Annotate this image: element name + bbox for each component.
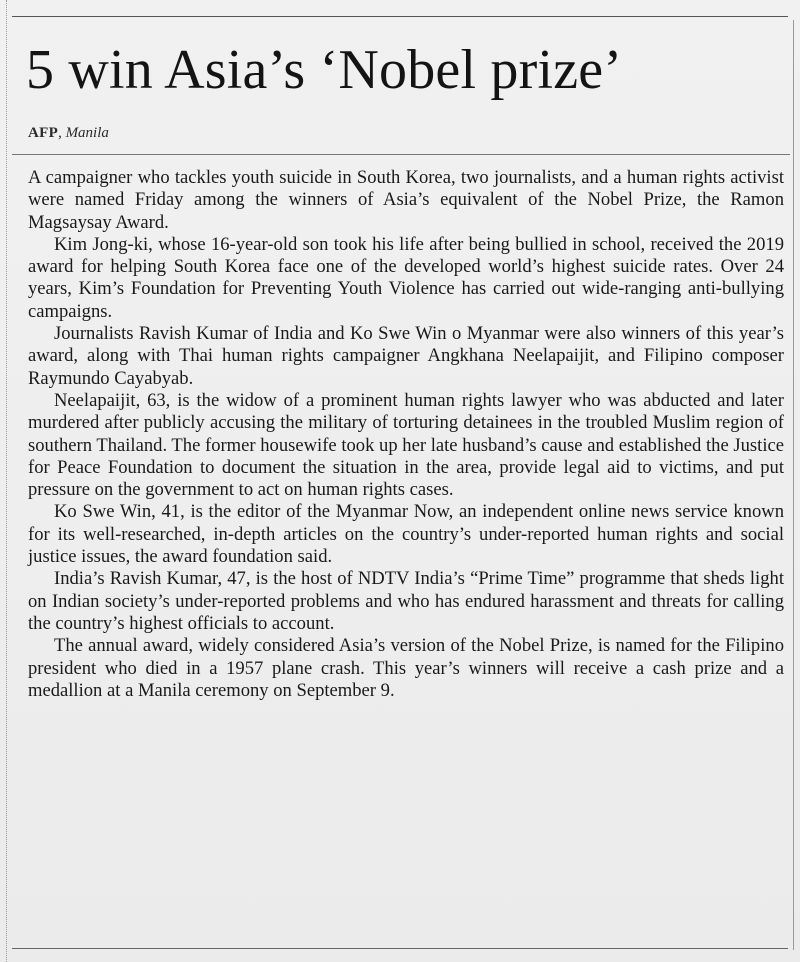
paragraph-other-winners: Journalists Ravish Kumar of India and Ko Swe Win o Myanmar were also winners of this year’s award, along with Thai human rights campaigner Angkhana Neelapaijit, and Filipino composer Raymundo Cayabyab. <box>28 323 784 389</box>
paragraph-neelapaijit: Neelapaijit, 63, is the widow of a prominent human rights lawyer who was abducted and later murdered after publicly accusing the military of torturing detainees in the troubled Muslim region of southern Thailand. The former housewife took up her late husband’s cause and established the Justice for Peace Foundation to document the situation in the area, provide legal aid to victims, and put pressure on the government to act on human rights cases. <box>28 389 784 501</box>
article-headline: 5 win Asia’s ‘Nobel prize’ <box>26 39 623 101</box>
paragraph-award-history: The annual award, widely considered Asia’s version of the Nobel Prize, is named for the Filipino president who died in a 1957 plane crash. This year’s winners will receive a cash prize and a medallion at a Manila ceremony on September 9. <box>28 635 784 701</box>
byline-rule <box>12 154 790 155</box>
right-column-edge <box>793 20 796 950</box>
byline <box>28 124 109 142</box>
byline-separator: , <box>58 125 66 141</box>
top-rule <box>12 16 788 17</box>
paragraph-kim-jong-ki: Kim Jong-ki, whose 16-year-old son took his life after being bullied in school, received the 2019 award for helping South Korea face one of the developed world’s highest suicide rates. Over 24 years, Kim’s Foundation for Preventing Youth Violence has carried out wide-ranging anti-bullying campaigns. <box>28 233 784 322</box>
article-body <box>28 167 784 702</box>
byline-agency: AFP <box>28 125 59 141</box>
paragraph-ravish-kumar: India’s Ravish Kumar, 47, is the host of NDTV India’s “Prime Time” programme that sheds light on Indian society’s under-reported problems and who has endured harassment and threats for calling the country’s highest officials to account. <box>28 568 784 634</box>
paragraph-intro: A campaigner who tackles youth suicide in South Korea, two journalists, and a human rights activist were named Friday among the winners of Asia’s equivalent of the Nobel Prize, the Ramon Magsaysay Award. <box>28 167 784 233</box>
byline-place: Manila <box>65 125 109 141</box>
left-column-edge <box>0 0 7 962</box>
paragraph-ko-swe-win: Ko Swe Win, 41, is the editor of the Myanmar Now, an independent online news service known for its well-researched, in-depth articles on the country’s under-reported human rights and social justice issues, the award foundation said. <box>28 501 784 568</box>
bottom-rule <box>12 948 788 949</box>
